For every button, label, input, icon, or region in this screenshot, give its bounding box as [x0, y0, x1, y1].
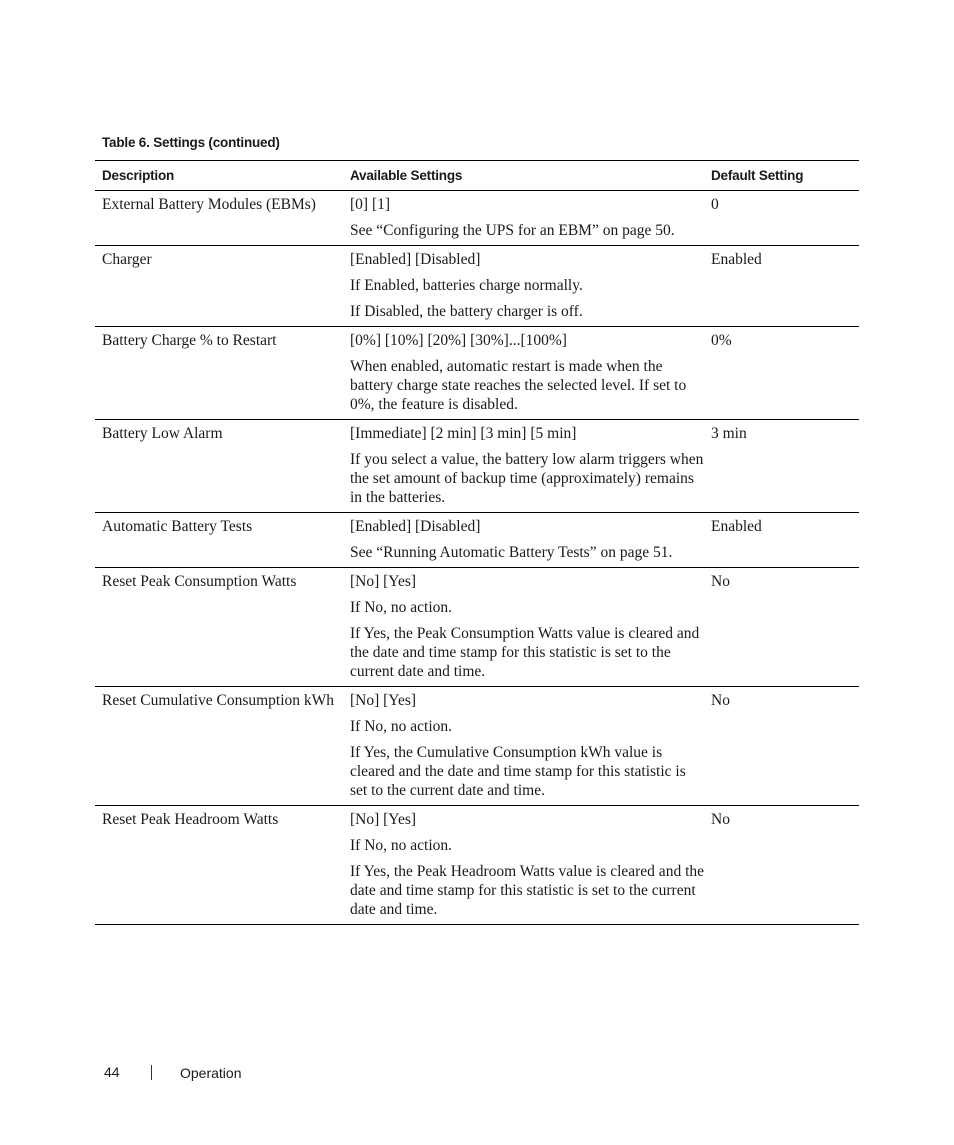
cell-default-setting: 0 [711, 196, 719, 213]
cell-available-settings [343, 572, 704, 681]
table-row [95, 806, 859, 925]
footer-section-title: Operation [180, 1065, 242, 1081]
available-setting-text: When enabled, automatic restart is made when the battery charge state reaches the selected level. If set to 0%, the feature is disabled. [350, 358, 687, 413]
available-setting-text: If Disabled, the battery charger is off. [350, 303, 583, 320]
cell-description: External Battery Modules (EBMs) [102, 196, 316, 213]
cell-available-settings [343, 691, 704, 800]
table-row [95, 687, 859, 806]
available-setting-text: [0] [1] [350, 196, 391, 213]
table-body [95, 191, 859, 925]
cell-description: Reset Peak Headroom Watts [102, 811, 279, 828]
cell-default-setting: Enabled [711, 251, 762, 268]
table-row [95, 420, 859, 513]
cell-default-setting: No [711, 573, 730, 590]
available-setting-text: If No, no action. [350, 837, 453, 854]
available-setting-text: If No, no action. [350, 599, 453, 616]
cell-default-setting: 3 min [711, 425, 747, 442]
cell-available-settings [343, 250, 704, 321]
cell-description: Battery Low Alarm [102, 425, 223, 442]
available-setting-text: [No] [Yes] [350, 811, 417, 828]
available-setting-text: See “Configuring the UPS for an EBM” on page 50. [350, 222, 675, 239]
header-available-settings: Available Settings [350, 168, 463, 183]
table-row [95, 568, 859, 687]
table-row [95, 246, 859, 327]
available-setting-text: If Yes, the Peak Consumption Watts value is cleared and the date and time stamp for this statistic is set to the current date and time. [350, 625, 700, 680]
available-setting-text: [Enabled] [Disabled] [350, 251, 481, 268]
settings-table [95, 160, 859, 925]
available-setting-text: If you select a value, the battery low alarm triggers when the set amount of backup time (approximately) remains in the batteries. [350, 451, 704, 506]
cell-description: Automatic Battery Tests [102, 518, 253, 535]
cell-default-setting: 0% [711, 332, 732, 349]
cell-default-setting: No [711, 692, 730, 709]
available-setting-text: If Yes, the Peak Headroom Watts value is cleared and the date and time stamp for this statistic is set to the current date and time. [350, 863, 705, 918]
cell-available-settings [343, 195, 704, 240]
cell-description: Charger [102, 251, 152, 268]
table-row [95, 327, 859, 420]
table-header-row [95, 161, 859, 191]
page-number: 44 [104, 1064, 120, 1080]
cell-available-settings [343, 331, 704, 414]
cell-available-settings [343, 810, 704, 919]
cell-default-setting: Enabled [711, 518, 762, 535]
cell-default-setting: No [711, 811, 730, 828]
cell-available-settings [343, 517, 704, 562]
available-setting-text: [No] [Yes] [350, 573, 417, 590]
cell-description: Battery Charge % to Restart [102, 332, 277, 349]
available-setting-text: If Enabled, batteries charge normally. [350, 277, 583, 294]
available-setting-text: [Enabled] [Disabled] [350, 518, 481, 535]
footer-divider [151, 1065, 152, 1080]
table-row [95, 191, 859, 246]
cell-available-settings [343, 424, 704, 507]
available-setting-text: If Yes, the Cumulative Consumption kWh value is cleared and the date and time stamp for this statistic is set to the current date and time. [350, 744, 686, 799]
available-setting-text: See “Running Automatic Battery Tests” on page 51. [350, 544, 673, 561]
table-row [95, 513, 859, 568]
table-caption: Table 6. Settings (continued) [102, 135, 280, 150]
available-setting-text: [0%] [10%] [20%] [30%]...[100%] [350, 332, 567, 349]
cell-description: Reset Peak Consumption Watts [102, 573, 297, 590]
header-default-setting: Default Setting [711, 168, 804, 183]
available-setting-text: If No, no action. [350, 718, 453, 735]
header-description: Description [102, 168, 175, 183]
available-setting-text: [Immediate] [2 min] [3 min] [5 min] [350, 425, 577, 442]
available-setting-text: [No] [Yes] [350, 692, 417, 709]
cell-description: Reset Cumulative Consumption kWh [102, 692, 335, 709]
